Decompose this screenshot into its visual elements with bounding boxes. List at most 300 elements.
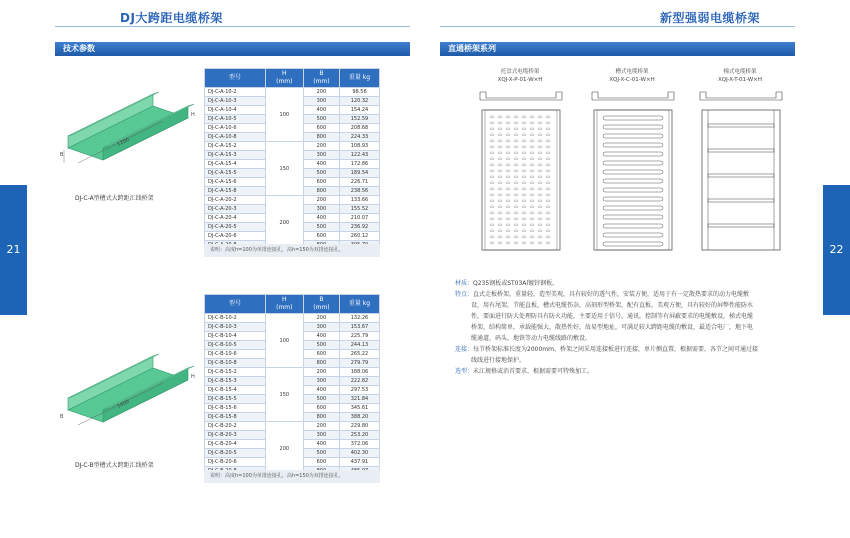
rung: [708, 224, 774, 227]
cell-weight: 236.92: [339, 223, 379, 232]
perforation-hole: [514, 212, 518, 214]
diagram-1-name: 托盘式电缆桥架: [500, 69, 540, 75]
perforation-hole: [490, 128, 494, 130]
perforation-hole: [514, 224, 518, 226]
perforation-hole: [490, 194, 494, 196]
perforation-hole: [490, 182, 494, 184]
slot: [603, 134, 663, 138]
perforation-hole: [530, 242, 534, 244]
description-block: [455, 278, 800, 377]
perforation-hole: [498, 158, 502, 160]
features-line: 桥架，结构简单，承载能强大，散热性好，故易型地址，可满足较大跨距电缆的敷设，最适合电厂，地下电: [471, 324, 754, 331]
perforation-hole: [498, 170, 502, 172]
slot: [603, 161, 663, 165]
cell-weight: 208.68: [339, 124, 379, 133]
cell-b: 200: [303, 368, 339, 377]
rung-pattern: [708, 124, 774, 227]
tray-a-length-label: 1200: [116, 136, 131, 148]
cell-model: DJ-C-B-20-6: [205, 458, 266, 467]
perforation-hole: [506, 224, 510, 226]
perforation-hole: [546, 182, 550, 184]
cell-model: DJ-C-B-20-3: [205, 431, 266, 440]
cell-b: 800: [303, 187, 339, 196]
perforation-hole: [490, 224, 494, 226]
perforation-hole: [538, 224, 542, 226]
perforation-hole: [490, 122, 494, 124]
perforation-pattern: [490, 116, 550, 244]
selection-text: 未江规格或消首要求，根据需要可特殊加工。: [473, 368, 594, 375]
table-row: [205, 368, 380, 377]
cell-b: 800: [303, 133, 339, 142]
cell-model: DJ-C-A-20-5: [205, 223, 266, 232]
cell-weight: 120.32: [339, 97, 379, 106]
perforation-hole: [514, 236, 518, 238]
cell-model: DJ-C-B-10-3: [205, 323, 266, 332]
perforation-hole: [506, 116, 510, 118]
cell-model: DJ-C-B-15-6: [205, 404, 266, 413]
perforation-hole: [546, 176, 550, 178]
diagram-tray-trough: [590, 90, 676, 255]
features-line: 设，用有尾架，节能直板，槽式电缆伤杂，高刻形型桥架，配有直板，美观方便，具有较好的屏弊性能防水: [471, 302, 754, 309]
perforation-hole: [546, 134, 550, 136]
perforation-hole: [530, 230, 534, 232]
perforation-hole: [522, 212, 526, 214]
perforation-hole: [546, 224, 550, 226]
material-label: 材质：: [455, 280, 474, 287]
perforation-hole: [514, 128, 518, 130]
perforation-hole: [546, 188, 550, 190]
diagram-2-name: 槽式电缆桥架: [615, 69, 649, 75]
perforation-hole: [538, 218, 542, 220]
spec-table-b: [204, 294, 380, 476]
perforation-hole: [490, 242, 494, 244]
table-row: [205, 142, 380, 151]
cell-b: 600: [303, 124, 339, 133]
perforation-hole: [498, 188, 502, 190]
perforation-hole: [514, 122, 518, 124]
perforation-hole: [514, 164, 518, 166]
cell-model: DJ-C-A-15-2: [205, 142, 266, 151]
left-section-title: 技术参数: [55, 42, 410, 56]
perforation-hole: [490, 140, 494, 142]
perforation-hole: [530, 176, 534, 178]
right-page-title: 新型强弱电缆桥架: [660, 11, 761, 25]
cell-b: 500: [303, 115, 339, 124]
cell-weight: 108.93: [339, 142, 379, 151]
perforation-hole: [530, 128, 534, 130]
perforation-hole: [506, 176, 510, 178]
rung: [708, 199, 774, 202]
table-header-row: [205, 295, 380, 314]
perforation-hole: [490, 164, 494, 166]
cell-weight: 152.59: [339, 115, 379, 124]
perforation-hole: [490, 176, 494, 178]
perforation-hole: [514, 146, 518, 148]
cell-h: 200: [265, 196, 303, 250]
diagram-2-code: XQJ-X-C-01-W×H: [609, 77, 655, 83]
cell-model: DJ-C-B-10-4: [205, 332, 266, 341]
perforation-hole: [506, 182, 510, 184]
cell-b: 200: [303, 142, 339, 151]
cell-model: DJ-C-B-20-5: [205, 449, 266, 458]
perforation-hole: [498, 212, 502, 214]
cell-model: DJ-C-A-10-6: [205, 124, 266, 133]
perforation-hole: [514, 206, 518, 208]
col-model: 型号: [205, 69, 266, 88]
perforation-hole: [522, 188, 526, 190]
cell-b: 200: [303, 314, 339, 323]
perforation-hole: [522, 152, 526, 154]
col-weight: 重量 kg: [339, 295, 379, 314]
cell-b: 600: [303, 350, 339, 359]
cell-weight: 345.61: [339, 404, 379, 413]
perforation-hole: [546, 170, 550, 172]
perforation-hole: [490, 206, 494, 208]
perforation-hole: [538, 164, 542, 166]
perforation-hole: [514, 134, 518, 136]
perforation-hole: [530, 200, 534, 202]
cell-model: DJ-C-A-15-6: [205, 178, 266, 187]
cell-weight: 321.84: [339, 395, 379, 404]
cell-model: DJ-C-B-15-5: [205, 395, 266, 404]
perforation-hole: [522, 176, 526, 178]
cell-b: 200: [303, 422, 339, 431]
cell-b: 600: [303, 458, 339, 467]
features-line: 缆通道，码头，地铁等动力电缆线路的敷设。: [471, 335, 592, 342]
cell-model: DJ-C-B-10-5: [205, 341, 266, 350]
perforation-hole: [538, 152, 542, 154]
cell-model: DJ-C-A-15-3: [205, 151, 266, 160]
perforation-hole: [530, 194, 534, 196]
tray-a-b-label: B: [60, 152, 64, 158]
slot: [603, 143, 663, 147]
perforation-hole: [498, 206, 502, 208]
right-section-title: 直通桥架系列: [440, 42, 795, 56]
cell-weight: 244.13: [339, 341, 379, 350]
cell-weight: 229.80: [339, 422, 379, 431]
cell-b: 300: [303, 97, 339, 106]
rung: [708, 174, 774, 177]
slot: [603, 242, 663, 246]
slot: [603, 152, 663, 156]
cell-weight: 297.53: [339, 386, 379, 395]
perforation-hole: [498, 176, 502, 178]
cell-model: DJ-C-B-15-2: [205, 368, 266, 377]
perforation-hole: [538, 236, 542, 238]
perforation-hole: [538, 140, 542, 142]
right-header-rule: [440, 26, 795, 27]
table-b-note: 说明：高度h=100为单排连接孔，高h=150为双排连接孔。: [204, 470, 380, 483]
perforation-hole: [538, 146, 542, 148]
table-a-note: 说明：高度h=100为单排连接孔，高h=150为双排连接孔。: [204, 244, 380, 257]
tray-a-h-label: H: [191, 112, 195, 118]
perforation-hole: [530, 236, 534, 238]
perforation-hole: [490, 218, 494, 220]
perforation-hole: [498, 146, 502, 148]
table-row: [205, 88, 380, 97]
perforation-hole: [538, 212, 542, 214]
perforation-hole: [506, 152, 510, 154]
page-number-right: 22: [823, 185, 850, 315]
perforation-hole: [506, 218, 510, 220]
perforation-hole: [522, 224, 526, 226]
cell-b: 200: [303, 196, 339, 205]
perforation-hole: [514, 230, 518, 232]
cell-weight: 437.91: [339, 458, 379, 467]
perforation-hole: [522, 140, 526, 142]
slot: [603, 206, 663, 210]
perforation-hole: [530, 140, 534, 142]
perforation-hole: [514, 170, 518, 172]
cell-weight: 132.26: [339, 314, 379, 323]
cell-weight: 210.07: [339, 214, 379, 223]
cell-model: DJ-C-A-20-4: [205, 214, 266, 223]
perforation-hole: [506, 128, 510, 130]
perforation-hole: [546, 218, 550, 220]
perforation-hole: [506, 158, 510, 160]
perforation-hole: [498, 128, 502, 130]
selection-line: [455, 366, 800, 377]
diagram-3-code: XQJ-X-T-01-W×H: [718, 77, 762, 83]
cell-b: 600: [303, 178, 339, 187]
features-line: 性，要面进行防大处理防具有防火功能，主要适用于信号，通讯，控制等有屏蔽要求的电缆敷设，梯式电缆: [471, 313, 754, 320]
perforation-hole: [514, 176, 518, 178]
cell-model: DJ-C-B-10-6: [205, 350, 266, 359]
slot: [603, 233, 663, 237]
perforation-hole: [490, 116, 494, 118]
perforation-hole: [538, 242, 542, 244]
slot: [603, 197, 663, 201]
perforation-hole: [498, 194, 502, 196]
slot: [603, 179, 663, 183]
diagram-1-code: XQJ-X-P-01-W×H: [497, 77, 543, 83]
slot: [603, 188, 663, 192]
perforation-hole: [538, 134, 542, 136]
perforation-hole: [522, 230, 526, 232]
perforation-hole: [498, 224, 502, 226]
table-row: [205, 422, 380, 431]
cell-model: DJ-C-A-10-4: [205, 106, 266, 115]
perforation-hole: [522, 170, 526, 172]
cell-b: 300: [303, 323, 339, 332]
cell-b: 400: [303, 106, 339, 115]
perforation-hole: [538, 122, 542, 124]
perforation-hole: [498, 116, 502, 118]
cell-weight: 260.12: [339, 232, 379, 241]
spec-table-a: [204, 68, 380, 250]
cell-model: DJ-C-A-20-2: [205, 196, 266, 205]
cell-weight: 238.56: [339, 187, 379, 196]
cell-weight: 188.06: [339, 368, 379, 377]
perforation-hole: [522, 134, 526, 136]
perforation-hole: [538, 206, 542, 208]
perforation-hole: [506, 170, 510, 172]
perforation-hole: [530, 152, 534, 154]
table-header-row: [205, 69, 380, 88]
perforation-hole: [490, 134, 494, 136]
perforation-hole: [546, 164, 550, 166]
perforation-hole: [514, 200, 518, 202]
connection-label: 连接：: [455, 346, 474, 353]
perforation-hole: [498, 134, 502, 136]
table-row: [205, 196, 380, 205]
perforation-hole: [538, 200, 542, 202]
cell-weight: 154.24: [339, 106, 379, 115]
perforation-hole: [538, 176, 542, 178]
slot: [603, 125, 663, 129]
perforation-hole: [522, 128, 526, 130]
perforation-hole: [530, 158, 534, 160]
perforation-hole: [530, 116, 534, 118]
perforation-hole: [506, 140, 510, 142]
perforation-hole: [490, 158, 494, 160]
perforation-hole: [546, 206, 550, 208]
perforation-hole: [546, 158, 550, 160]
cell-weight: 155.52: [339, 205, 379, 214]
perforation-hole: [530, 218, 534, 220]
cell-weight: 189.54: [339, 169, 379, 178]
perforation-hole: [506, 212, 510, 214]
slot: [603, 215, 663, 219]
cell-b: 300: [303, 377, 339, 386]
col-b: B (mm): [303, 69, 339, 88]
perforation-hole: [538, 170, 542, 172]
slot: [603, 116, 663, 120]
cell-model: DJ-C-A-10-3: [205, 97, 266, 106]
perforation-hole: [530, 164, 534, 166]
material-line: [455, 278, 800, 289]
perforation-hole: [546, 230, 550, 232]
perforation-hole: [546, 200, 550, 202]
cell-model: DJ-C-B-10-2: [205, 314, 266, 323]
features-label: 特点：: [455, 291, 474, 298]
perforation-hole: [514, 218, 518, 220]
perforation-hole: [522, 194, 526, 196]
tray-a-illustration: [58, 88, 198, 183]
cell-model: DJ-C-A-10-8: [205, 133, 266, 142]
slot: [603, 170, 663, 174]
perforation-hole: [506, 200, 510, 202]
cell-weight: 222.82: [339, 377, 379, 386]
cell-b: 500: [303, 341, 339, 350]
perforation-hole: [522, 182, 526, 184]
cell-model: DJ-C-A-15-8: [205, 187, 266, 196]
cell-b: 300: [303, 205, 339, 214]
connection-line: [455, 344, 800, 355]
perforation-hole: [522, 236, 526, 238]
perforation-hole: [546, 122, 550, 124]
cell-b: 200: [303, 88, 339, 97]
perforation-hole: [490, 230, 494, 232]
perforation-hole: [522, 164, 526, 166]
cell-model: DJ-C-A-20-3: [205, 205, 266, 214]
col-h: H (mm): [265, 69, 303, 88]
cell-model: DJ-C-B-15-4: [205, 386, 266, 395]
col-h: H (mm): [265, 295, 303, 314]
perforation-hole: [530, 206, 534, 208]
cell-h: 100: [265, 314, 303, 368]
perforation-hole: [546, 236, 550, 238]
perforation-hole: [514, 242, 518, 244]
cell-model: DJ-C-A-15-4: [205, 160, 266, 169]
col-weight: 重量 kg: [339, 69, 379, 88]
perforation-hole: [498, 182, 502, 184]
tray-a-caption: DJ-C-A型槽式大跨距汇线桥架: [75, 195, 154, 202]
perforation-hole: [522, 122, 526, 124]
connection-text-1: 每节桥架标准长度为2000mm，桥架之间采用连接板进行连接，单片侧直置，根据需要，各节之间可通过接: [473, 346, 758, 353]
cell-b: 400: [303, 160, 339, 169]
col-model: 型号: [205, 295, 266, 314]
perforation-hole: [498, 122, 502, 124]
perforation-hole: [538, 128, 542, 130]
tray-b-illustration: [58, 350, 198, 445]
perforation-hole: [490, 152, 494, 154]
tray-b-b-label: B: [60, 414, 64, 420]
perforation-hole: [530, 134, 534, 136]
perforation-hole: [498, 200, 502, 202]
perforation-hole: [490, 236, 494, 238]
rung: [708, 124, 774, 127]
perforation-hole: [490, 188, 494, 190]
cell-weight: 225.79: [339, 332, 379, 341]
cell-b: 500: [303, 449, 339, 458]
features-line: [455, 289, 800, 300]
cell-h: 150: [265, 368, 303, 422]
perforation-hole: [530, 224, 534, 226]
cell-b: 300: [303, 431, 339, 440]
cell-b: 400: [303, 440, 339, 449]
cell-weight: 279.79: [339, 359, 379, 368]
perforation-hole: [514, 158, 518, 160]
perforation-hole: [522, 218, 526, 220]
perforation-hole: [506, 134, 510, 136]
cell-h: 200: [265, 422, 303, 476]
perforation-hole: [498, 152, 502, 154]
cell-weight: 226.71: [339, 178, 379, 187]
perforation-hole: [490, 170, 494, 172]
cell-weight: 133.66: [339, 196, 379, 205]
perforation-hole: [546, 212, 550, 214]
perforation-hole: [538, 188, 542, 190]
cell-model: DJ-C-B-15-8: [205, 413, 266, 422]
perforation-hole: [538, 116, 542, 118]
left-page-title: DJ大跨距电缆桥架: [120, 11, 223, 25]
cell-weight: 265.22: [339, 350, 379, 359]
cell-b: 400: [303, 386, 339, 395]
perforation-hole: [522, 116, 526, 118]
perforation-hole: [514, 116, 518, 118]
cell-weight: 153.67: [339, 323, 379, 332]
cell-weight: 253.20: [339, 431, 379, 440]
perforation-hole: [498, 164, 502, 166]
diagram-3-name: 梯式电缆桥架: [723, 69, 757, 75]
diagram-tray-ladder: [698, 90, 784, 255]
cell-weight: 372.06: [339, 440, 379, 449]
perforation-hole: [506, 236, 510, 238]
perforation-hole: [538, 182, 542, 184]
perforation-hole: [522, 242, 526, 244]
cell-b: 500: [303, 169, 339, 178]
perforation-hole: [546, 146, 550, 148]
perforation-hole: [530, 182, 534, 184]
tray-b-caption: DJ-C-B型槽式大跨距汇线桥架: [75, 462, 154, 469]
perforation-hole: [522, 158, 526, 160]
perforation-hole: [490, 146, 494, 148]
cell-model: DJ-C-B-20-4: [205, 440, 266, 449]
perforation-hole: [522, 146, 526, 148]
perforation-hole: [530, 122, 534, 124]
perforation-hole: [538, 194, 542, 196]
